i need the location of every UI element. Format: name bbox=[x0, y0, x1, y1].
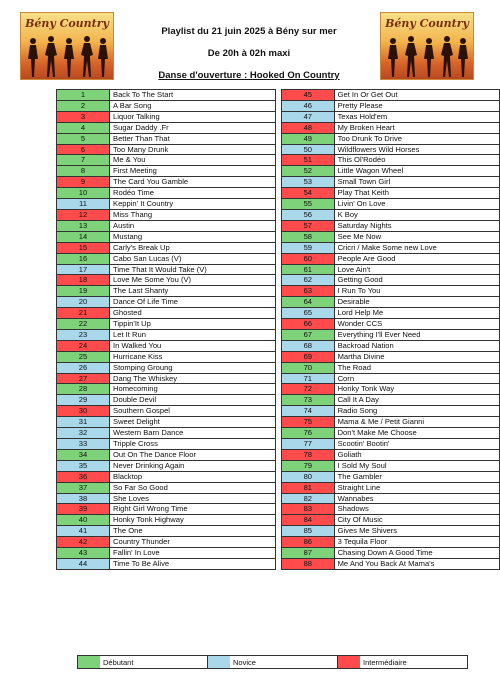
song-number: 58 bbox=[282, 231, 335, 242]
song-row bbox=[57, 526, 276, 537]
song-row bbox=[57, 460, 276, 471]
song-title: Sugar Daddy .Fr bbox=[110, 122, 276, 133]
song-row bbox=[57, 548, 276, 559]
song-title: Honky Tonk Highway bbox=[110, 515, 276, 526]
legend-debutant bbox=[78, 656, 208, 668]
song-row bbox=[57, 395, 276, 406]
song-title: Don't Make Me Choose bbox=[334, 428, 499, 439]
song-row bbox=[57, 166, 276, 177]
song-title: She Loves bbox=[110, 493, 276, 504]
song-title: Time To Be Alive bbox=[110, 558, 276, 569]
song-row bbox=[57, 482, 276, 493]
song-title: Miss Thang bbox=[110, 209, 276, 220]
song-title: Back To The Start bbox=[110, 90, 276, 101]
song-title: Everything I'll Ever Need bbox=[334, 329, 499, 340]
song-row bbox=[57, 351, 276, 362]
song-title: Cabo San Lucas (V) bbox=[110, 253, 276, 264]
song-number: 14 bbox=[57, 231, 110, 242]
opening-dance: Danse d'ouverture : Hooked On Country bbox=[158, 70, 340, 81]
song-title: Play That Keith bbox=[334, 188, 499, 199]
song-number: 34 bbox=[57, 449, 110, 460]
song-title: Ghosted bbox=[110, 308, 276, 319]
song-title: Too Drunk To Drive bbox=[334, 133, 499, 144]
song-number: 24 bbox=[57, 340, 110, 351]
song-row bbox=[282, 242, 500, 253]
song-title: Get In Or Get Out bbox=[334, 90, 499, 101]
song-number: 17 bbox=[57, 264, 110, 275]
song-number: 46 bbox=[282, 100, 335, 111]
song-number: 53 bbox=[282, 177, 335, 188]
song-number: 61 bbox=[282, 264, 335, 275]
song-title: Shadows bbox=[334, 504, 499, 515]
song-number: 9 bbox=[57, 177, 110, 188]
song-row bbox=[57, 177, 276, 188]
song-row bbox=[282, 188, 500, 199]
song-title: Small Town Girl bbox=[334, 177, 499, 188]
legend-label: Novice bbox=[233, 657, 256, 667]
song-title: Goliath bbox=[334, 449, 499, 460]
song-title: I Run To You bbox=[334, 286, 499, 297]
song-title: Western Barn Dance bbox=[110, 428, 276, 439]
song-title: Hurricane Kiss bbox=[110, 351, 276, 362]
song-title: Let It Run bbox=[110, 329, 276, 340]
song-title: Love Me Some You (V) bbox=[110, 275, 276, 286]
song-row bbox=[282, 177, 500, 188]
song-title: Better Than That bbox=[110, 133, 276, 144]
song-number: 73 bbox=[282, 395, 335, 406]
song-row bbox=[57, 155, 276, 166]
legend-swatch-novice bbox=[208, 656, 230, 668]
song-row bbox=[57, 209, 276, 220]
song-row bbox=[57, 558, 276, 569]
song-number: 39 bbox=[57, 504, 110, 515]
song-number: 74 bbox=[282, 406, 335, 417]
song-row bbox=[282, 504, 500, 515]
song-row bbox=[282, 329, 500, 340]
song-title: Me And You Back At Mama's bbox=[334, 558, 499, 569]
song-number: 63 bbox=[282, 286, 335, 297]
song-number: 69 bbox=[282, 351, 335, 362]
song-number: 45 bbox=[282, 90, 335, 101]
song-row bbox=[282, 286, 500, 297]
song-title: I Sold My Soul bbox=[334, 460, 499, 471]
song-row bbox=[282, 122, 500, 133]
song-row bbox=[57, 144, 276, 155]
song-title: Chasing Down A Good Time bbox=[334, 548, 499, 559]
song-title: Country Thunder bbox=[110, 537, 276, 548]
song-title: Backroad Nation bbox=[334, 340, 499, 351]
song-row bbox=[57, 537, 276, 548]
song-number: 57 bbox=[282, 220, 335, 231]
song-title: Mustang bbox=[110, 231, 276, 242]
song-title: Double Devil bbox=[110, 395, 276, 406]
song-row bbox=[282, 253, 500, 264]
song-title: First Meeting bbox=[110, 166, 276, 177]
song-number: 70 bbox=[282, 362, 335, 373]
song-row bbox=[282, 220, 500, 231]
song-title: Southern Gospel bbox=[110, 406, 276, 417]
song-number: 44 bbox=[57, 558, 110, 569]
song-number: 60 bbox=[282, 253, 335, 264]
song-number: 30 bbox=[57, 406, 110, 417]
song-number: 68 bbox=[282, 340, 335, 351]
song-row bbox=[282, 395, 500, 406]
song-title: Little Wagon Wheel bbox=[334, 166, 499, 177]
song-number: 49 bbox=[282, 133, 335, 144]
song-number: 76 bbox=[282, 428, 335, 439]
song-number: 40 bbox=[57, 515, 110, 526]
song-row bbox=[282, 428, 500, 439]
song-row bbox=[57, 188, 276, 199]
song-number: 29 bbox=[57, 395, 110, 406]
song-number: 3 bbox=[57, 111, 110, 122]
song-title: Scootin' Bootin' bbox=[334, 439, 499, 450]
song-title: The One bbox=[110, 526, 276, 537]
song-title: Out On The Dance Floor bbox=[110, 449, 276, 460]
song-row bbox=[282, 319, 500, 330]
legend-intermediaire bbox=[338, 656, 467, 668]
song-number: 67 bbox=[282, 329, 335, 340]
song-row bbox=[282, 493, 500, 504]
dancers-silhouette-icon bbox=[381, 31, 473, 79]
song-number: 20 bbox=[57, 297, 110, 308]
legend-swatch-intermediaire bbox=[338, 656, 360, 668]
song-title: Austin bbox=[110, 220, 276, 231]
song-title: Wildflowers Wild Horses bbox=[334, 144, 499, 155]
song-row bbox=[57, 264, 276, 275]
song-row bbox=[57, 439, 276, 450]
song-title: Cricri / Make Some new Love bbox=[334, 242, 499, 253]
song-row bbox=[57, 253, 276, 264]
song-row bbox=[282, 155, 500, 166]
song-number: 54 bbox=[282, 188, 335, 199]
song-row bbox=[57, 471, 276, 482]
song-title: Gives Me Shivers bbox=[334, 526, 499, 537]
song-number: 64 bbox=[282, 297, 335, 308]
song-row bbox=[57, 329, 276, 340]
song-number: 59 bbox=[282, 242, 335, 253]
song-number: 32 bbox=[57, 428, 110, 439]
song-title: Tripple Cross bbox=[110, 439, 276, 450]
song-number: 1 bbox=[57, 90, 110, 101]
song-number: 7 bbox=[57, 155, 110, 166]
song-row bbox=[282, 384, 500, 395]
song-title: City Of Music bbox=[334, 515, 499, 526]
song-title: Getting Good bbox=[334, 275, 499, 286]
song-row bbox=[57, 275, 276, 286]
song-number: 86 bbox=[282, 537, 335, 548]
song-row bbox=[282, 537, 500, 548]
song-number: 85 bbox=[282, 526, 335, 537]
song-title: Never Drinking Again bbox=[110, 460, 276, 471]
song-title: Sweet Delight bbox=[110, 417, 276, 428]
song-title: Love Ain't bbox=[334, 264, 499, 275]
song-title: Rodéo Time bbox=[110, 188, 276, 199]
song-title: Too Many Drunk bbox=[110, 144, 276, 155]
song-number: 43 bbox=[57, 548, 110, 559]
song-row bbox=[282, 308, 500, 319]
song-number: 72 bbox=[282, 384, 335, 395]
song-title: Pretty Please bbox=[334, 100, 499, 111]
song-number: 41 bbox=[57, 526, 110, 537]
song-row bbox=[282, 351, 500, 362]
song-number: 13 bbox=[57, 220, 110, 231]
song-row bbox=[57, 504, 276, 515]
song-row bbox=[282, 526, 500, 537]
song-row bbox=[57, 319, 276, 330]
song-title: This Ol'Rodéo bbox=[334, 155, 499, 166]
song-number: 82 bbox=[282, 493, 335, 504]
song-row bbox=[57, 308, 276, 319]
dancers-silhouette-icon bbox=[21, 31, 113, 79]
song-number: 2 bbox=[57, 100, 110, 111]
song-row bbox=[282, 166, 500, 177]
song-title: Dance Of Life Time bbox=[110, 297, 276, 308]
song-title: Tippin'It Up bbox=[110, 319, 276, 330]
song-title: Stomping Groung bbox=[110, 362, 276, 373]
song-row bbox=[282, 144, 500, 155]
song-title: Wannabes bbox=[334, 493, 499, 504]
song-title: Lord Help Me bbox=[334, 308, 499, 319]
logo-right bbox=[380, 12, 474, 80]
song-row bbox=[282, 558, 500, 569]
song-row bbox=[57, 384, 276, 395]
logo-left bbox=[20, 12, 114, 80]
song-row bbox=[282, 90, 500, 101]
song-number: 8 bbox=[57, 166, 110, 177]
song-title: Martha Divine bbox=[334, 351, 499, 362]
song-number: 42 bbox=[57, 537, 110, 548]
song-title: In Walked You bbox=[110, 340, 276, 351]
song-number: 87 bbox=[282, 548, 335, 559]
song-title: People Are Good bbox=[334, 253, 499, 264]
song-title: Blacktop bbox=[110, 471, 276, 482]
song-title: Fallin' In Love bbox=[110, 548, 276, 559]
song-row bbox=[57, 493, 276, 504]
song-row bbox=[57, 90, 276, 101]
song-number: 47 bbox=[282, 111, 335, 122]
playlist-title: Playlist du 21 juin 2025 à Bény sur mer bbox=[161, 26, 337, 37]
song-number: 35 bbox=[57, 460, 110, 471]
song-number: 51 bbox=[282, 155, 335, 166]
song-row bbox=[57, 220, 276, 231]
song-number: 5 bbox=[57, 133, 110, 144]
song-title: The Gambler bbox=[334, 471, 499, 482]
song-row bbox=[282, 297, 500, 308]
song-row bbox=[282, 340, 500, 351]
song-row bbox=[282, 449, 500, 460]
logo-text-left: Bény Country bbox=[25, 17, 109, 30]
song-row bbox=[57, 242, 276, 253]
song-table-right bbox=[281, 89, 500, 570]
song-title: 3 Tequila Floor bbox=[334, 537, 499, 548]
song-title: K Boy bbox=[334, 209, 499, 220]
song-number: 71 bbox=[282, 373, 335, 384]
song-number: 26 bbox=[57, 362, 110, 373]
song-row bbox=[282, 362, 500, 373]
song-row bbox=[282, 515, 500, 526]
song-number: 16 bbox=[57, 253, 110, 264]
song-title: A Bar Song bbox=[110, 100, 276, 111]
song-row bbox=[282, 471, 500, 482]
song-row bbox=[57, 122, 276, 133]
song-title: Homecoming bbox=[110, 384, 276, 395]
song-number: 23 bbox=[57, 329, 110, 340]
song-row bbox=[57, 111, 276, 122]
song-number: 10 bbox=[57, 188, 110, 199]
song-row bbox=[282, 406, 500, 417]
song-number: 77 bbox=[282, 439, 335, 450]
song-title: The Card You Gamble bbox=[110, 177, 276, 188]
song-row bbox=[57, 297, 276, 308]
legend-label: Intermédiaire bbox=[363, 657, 407, 667]
song-title: Saturday Nights bbox=[334, 220, 499, 231]
song-number: 56 bbox=[282, 209, 335, 220]
song-row bbox=[282, 231, 500, 242]
playlist-time: De 20h à 02h maxi bbox=[207, 48, 291, 59]
song-title: Liquor Talking bbox=[110, 111, 276, 122]
legend-label: Débutant bbox=[103, 657, 134, 667]
song-number: 52 bbox=[282, 166, 335, 177]
song-title: Desirable bbox=[334, 297, 499, 308]
song-row bbox=[282, 482, 500, 493]
song-number: 75 bbox=[282, 417, 335, 428]
song-row bbox=[282, 209, 500, 220]
song-row bbox=[282, 548, 500, 559]
song-number: 22 bbox=[57, 319, 110, 330]
song-number: 38 bbox=[57, 493, 110, 504]
song-row bbox=[57, 362, 276, 373]
song-title: The Last Shanty bbox=[110, 286, 276, 297]
song-title: Right Girl Wrong Time bbox=[110, 504, 276, 515]
song-row bbox=[282, 100, 500, 111]
song-number: 12 bbox=[57, 209, 110, 220]
song-title: Honky Tonk Way bbox=[334, 384, 499, 395]
song-number: 79 bbox=[282, 460, 335, 471]
song-row bbox=[57, 406, 276, 417]
song-number: 36 bbox=[57, 471, 110, 482]
song-title: Livin' On Love bbox=[334, 199, 499, 210]
song-number: 66 bbox=[282, 319, 335, 330]
song-number: 50 bbox=[282, 144, 335, 155]
song-number: 65 bbox=[282, 308, 335, 319]
song-number: 21 bbox=[57, 308, 110, 319]
song-number: 27 bbox=[57, 373, 110, 384]
song-number: 31 bbox=[57, 417, 110, 428]
legend-novice bbox=[208, 656, 338, 668]
level-legend bbox=[77, 655, 468, 669]
song-title: See Me Now bbox=[334, 231, 499, 242]
song-number: 78 bbox=[282, 449, 335, 460]
song-number: 19 bbox=[57, 286, 110, 297]
song-row bbox=[282, 199, 500, 210]
song-title: Wonder CCS bbox=[334, 319, 499, 330]
song-row bbox=[57, 231, 276, 242]
song-title: Me & You bbox=[110, 155, 276, 166]
song-number: 48 bbox=[282, 122, 335, 133]
song-row bbox=[57, 515, 276, 526]
song-title: The Road bbox=[334, 362, 499, 373]
song-row bbox=[282, 417, 500, 428]
song-title: Keppin' It Country bbox=[110, 199, 276, 210]
song-row bbox=[57, 133, 276, 144]
song-number: 62 bbox=[282, 275, 335, 286]
song-row bbox=[57, 199, 276, 210]
song-row bbox=[282, 460, 500, 471]
song-title: Time That It Would Take (V) bbox=[110, 264, 276, 275]
song-row bbox=[282, 439, 500, 450]
song-number: 28 bbox=[57, 384, 110, 395]
song-title: Straight Line bbox=[334, 482, 499, 493]
song-title: Dang The Whiskey bbox=[110, 373, 276, 384]
song-title: Mama & Me / Petit Gianni bbox=[334, 417, 499, 428]
song-row bbox=[282, 133, 500, 144]
song-row bbox=[57, 428, 276, 439]
song-number: 25 bbox=[57, 351, 110, 362]
song-title: Call It A Day bbox=[334, 395, 499, 406]
song-row bbox=[282, 275, 500, 286]
song-number: 81 bbox=[282, 482, 335, 493]
song-title: My Broken Heart bbox=[334, 122, 499, 133]
song-row bbox=[282, 373, 500, 384]
song-number: 88 bbox=[282, 558, 335, 569]
song-title: Corn bbox=[334, 373, 499, 384]
song-row bbox=[57, 340, 276, 351]
song-table-left bbox=[56, 89, 276, 570]
song-number: 83 bbox=[282, 504, 335, 515]
legend-swatch-debutant bbox=[78, 656, 100, 668]
song-number: 6 bbox=[57, 144, 110, 155]
song-row bbox=[57, 100, 276, 111]
song-number: 84 bbox=[282, 515, 335, 526]
song-number: 11 bbox=[57, 199, 110, 210]
song-row bbox=[57, 373, 276, 384]
song-number: 18 bbox=[57, 275, 110, 286]
song-title: Texas Hold'em bbox=[334, 111, 499, 122]
song-number: 4 bbox=[57, 122, 110, 133]
song-number: 55 bbox=[282, 199, 335, 210]
song-title: Radio Song bbox=[334, 406, 499, 417]
song-number: 37 bbox=[57, 482, 110, 493]
logo-text-right: Bény Country bbox=[385, 17, 469, 30]
song-row bbox=[282, 111, 500, 122]
song-row bbox=[57, 417, 276, 428]
song-number: 33 bbox=[57, 439, 110, 450]
song-row bbox=[57, 449, 276, 460]
song-title: So Far So Good bbox=[110, 482, 276, 493]
song-row bbox=[57, 286, 276, 297]
song-number: 80 bbox=[282, 471, 335, 482]
song-row bbox=[282, 264, 500, 275]
song-number: 15 bbox=[57, 242, 110, 253]
song-title: Carly's Break Up bbox=[110, 242, 276, 253]
